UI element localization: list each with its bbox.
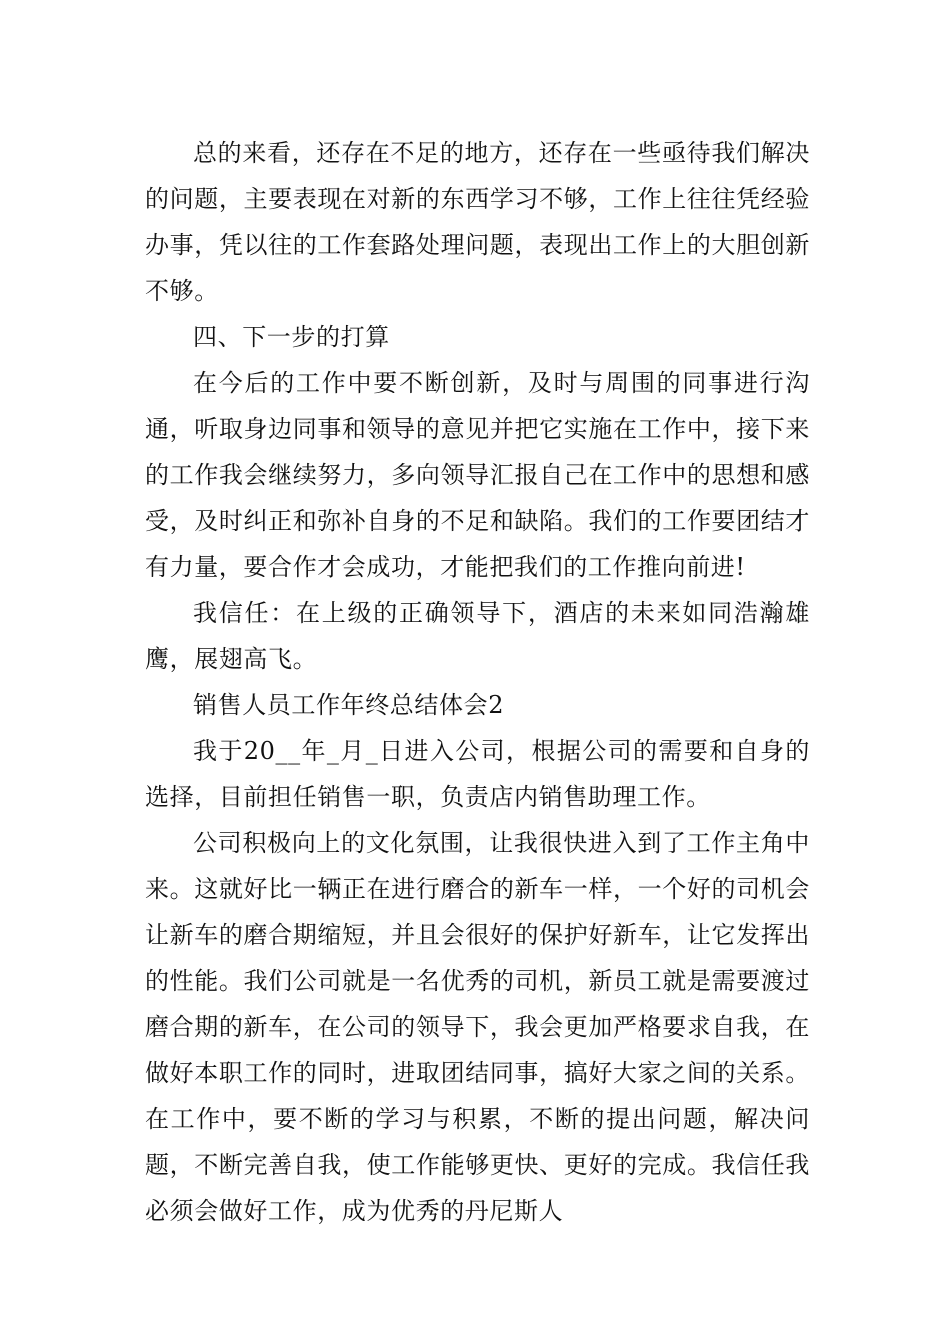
section-title-sales-summary-2: 销售人员工作年终总结体会2 bbox=[193, 691, 505, 719]
paragraph-joining-company: 我于20__年_月_日进入公司，根据公司的需要和自身的选择，目前担任销售一职，负责店内销售助理工作。 bbox=[145, 737, 810, 811]
paragraph-company-culture: 公司积极向上的文化氛围，让我很快进入到了工作主角中来。这就好比一辆正在进行磨合的新车一样，一个好的司机会让新车的磨合期缩短，并且会很好的保护好新车，让它发挥出的性能。我们公司就是一名优秀的司机，新员工就是需要渡过磨合期的新车，在公司的领导下，我会更加严格要求自我，在做好本职工作的同时，进取团结同事，搞好大家之间的关系。在工作中，要不断的学习与积累，不断的提出问题，解决问题，不断完善自我，使工作能够更快、更好的完成。我信任我必须会做好工作，成为优秀的丹尼斯人 bbox=[145, 829, 810, 1225]
paragraph-future-work: 在今后的工作中要不断创新，及时与周围的同事进行沟通，听取身边同事和领导的意见并把它实施在工作中，接下来的工作我会继续努力，多向领导汇报自己在工作中的思想和感受，及时纠正和弥补自身的不足和缺陷。我们的工作要团结才有力量，要合作才会成功，才能把我们的工作推向前进! bbox=[145, 369, 810, 581]
section-heading-next-steps: 四、下一步的打算 bbox=[193, 323, 390, 351]
paragraph-summary: 总的来看，还存在不足的地方，还存在一些亟待我们解决的问题，主要表现在对新的东西学习不够，工作上往往凭经验办事，凭以往的工作套路处理问题，表现出工作上的大胆创新不够。 bbox=[145, 139, 810, 305]
paragraph-belief: 我信任：在上级的正确领导下，酒店的未来如同浩瀚雄鹰，展翅高飞。 bbox=[145, 599, 810, 673]
document-body bbox=[145, 130, 810, 1234]
